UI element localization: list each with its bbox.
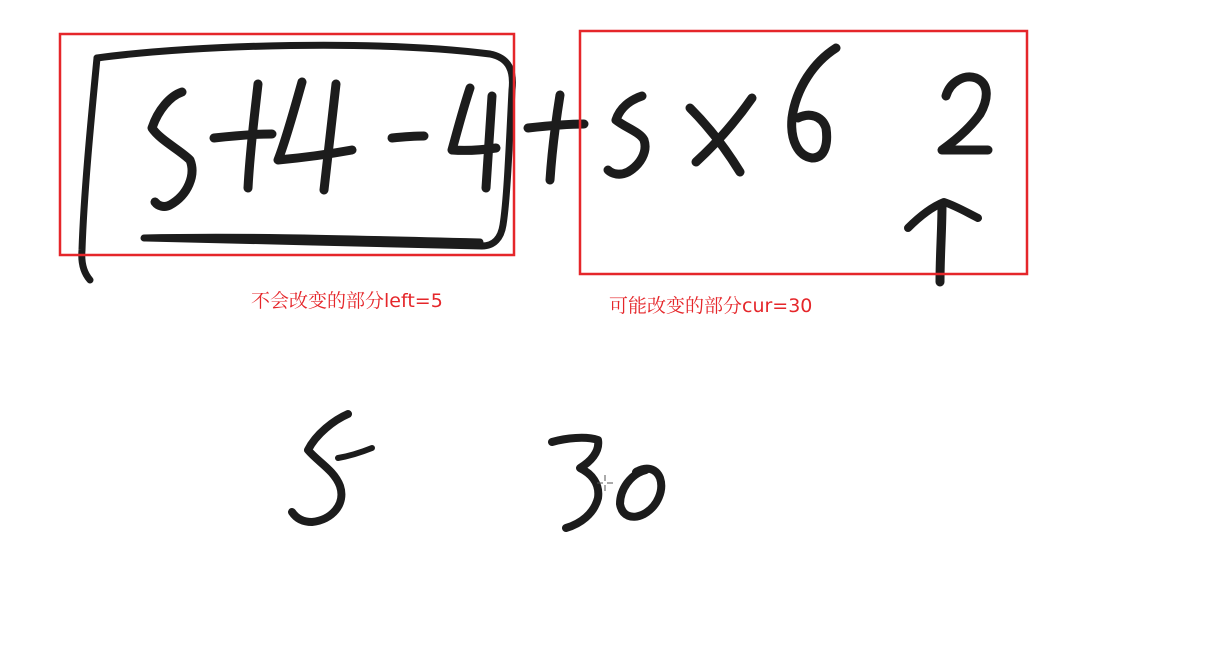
handwritten-left-expression — [144, 82, 496, 242]
handwritten-left-value — [292, 414, 372, 522]
handwritten-plus-operator — [528, 95, 584, 180]
handwritten-cur-value — [552, 438, 661, 528]
changing-part-label: 可能改变的部分cur=30 — [609, 295, 813, 317]
handwritten-right-expression — [608, 48, 988, 282]
handwritten-bracket — [82, 45, 513, 280]
unchanging-part-label: 不会改变的部分left=5 — [251, 290, 443, 312]
